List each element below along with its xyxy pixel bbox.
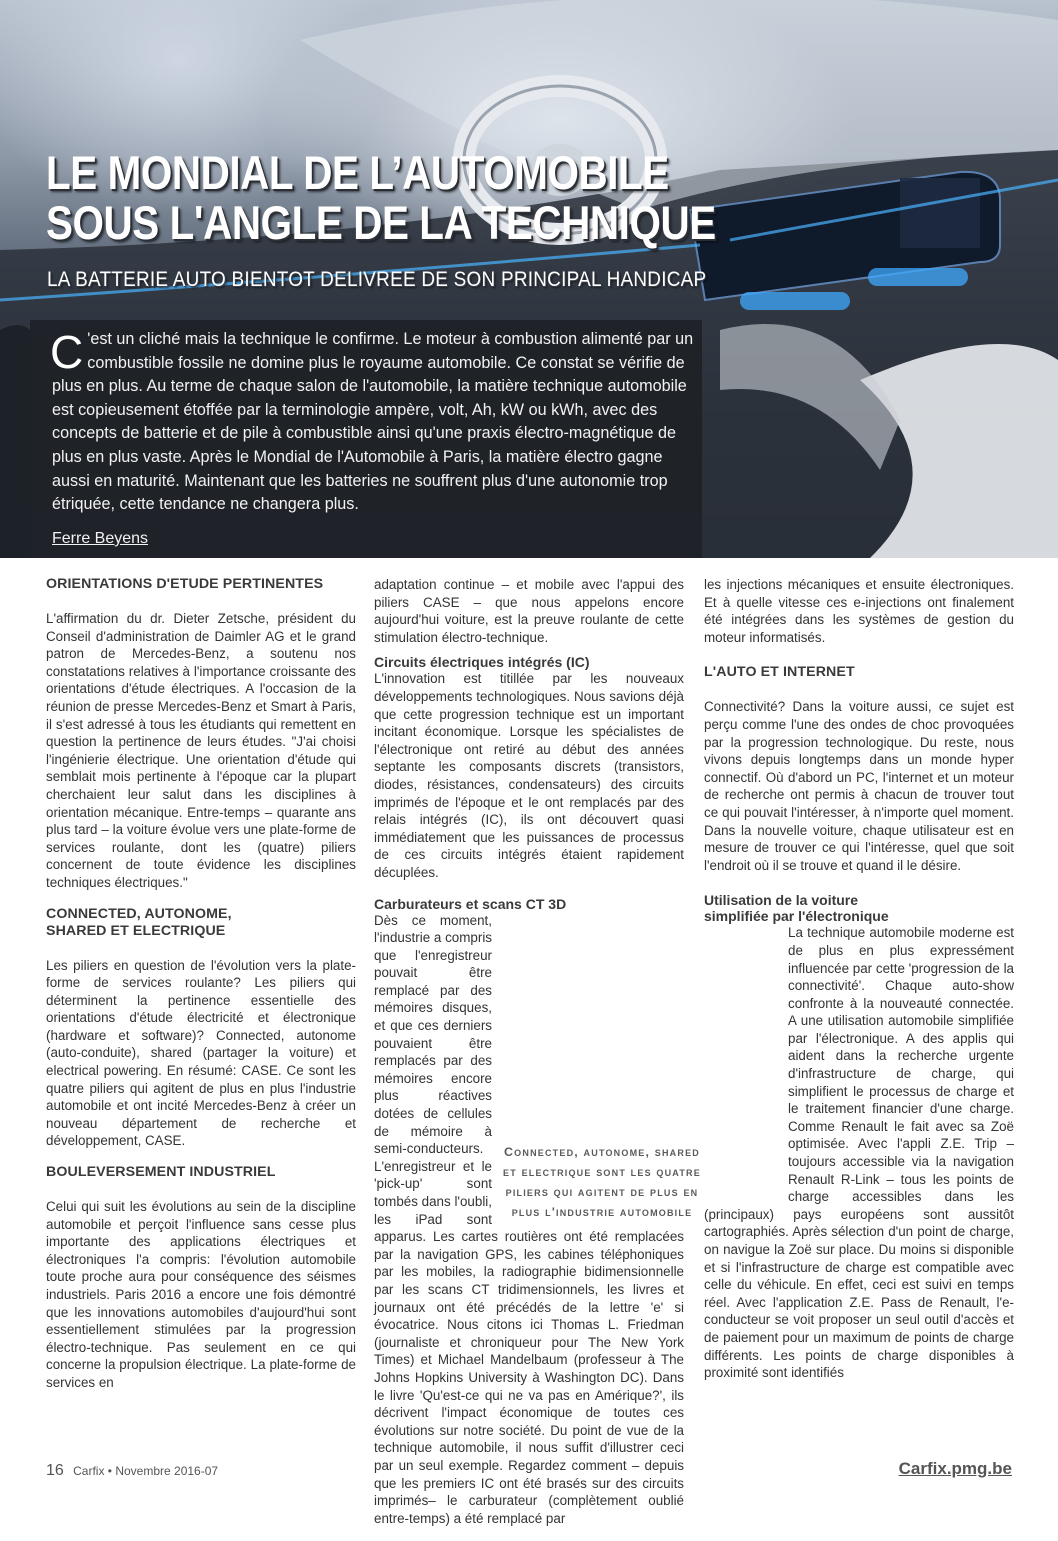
intro-dropcap: C [50,326,84,378]
heading-connected-line1: CONNECTED, AUTONOME, [46,905,232,922]
article-title-line1: LE MONDIAL DE L’AUTOMOBILE [46,146,669,199]
heading-carburateurs: Carburateurs et scans CT 3D [374,895,567,912]
page-number: 16 [46,1462,64,1479]
column-3 [704,576,1014,1396]
paragraph-text: La technique automobile moderne est de plus en plus expressément influencée par cette 'progression de la connectivité'. Chaque auto-show confronte à la nouveauté connectée. A une utilisation automobile simplifiée par l'électronique. A des applis qui aident dans la recherche urgente d'infrastructure de charge, qui simplifient le processus de charge et le traitement financier d'une charge. Comme Renault le fait avec sa Zoë optimisée. Avec l'appli Z.E. Trip – toujours accessible via la navigation Renault R-Link – tous les points de charge accessibles dans les (principaux) pays européens sont aussitôt cartographiés. Après sélection d'un point de charge, on navigue la Zoë sur place. Du moins si disponible et si l'infrastructure de charge est compatible avec celle du véhicule. En effet, ceci est suivi en temps réel. Avec l'application Z.E. Pass de Renault, l'e-conducteur se voit proposer un seul outil d'accès et de paiement pour un maximum de points de charge différents. Les points de charge disponibles à proximité sont identifiés [704,925,1014,1381]
heading-utilisation [704,892,1014,924]
heading-auto-internet: L'AUTO ET INTERNET [704,664,855,681]
paragraph: Celui qui suit les évolutions au sein de la discipline automobile et perçoit l'influence sans cesse plus importante des applications électriques et électroniques l'a compris: l'évolution automobile toute proche aura pour conséquence des séismes industriels. Paris 2016 a encore une fois démontré que les innovations automobiles d'aujourd'hui sont essentiellement stimulées par la progression électro-technique. Pas seulement en ce qui concerne la propulsion électrique. La plate-forme de services en [46,1199,356,1390]
paragraph-text: Dès ce moment, l'industrie a compris que l'enregistreur pouvait être remplacé par des mémoires disques, et que ces derniers pouvaient être remplacés par des mémoires encore plus réactives dotées de cellules de mémoire à semi-conducteurs. L'enregistreur et le 'pick-up' sont tombés dans l'oubli, les iPad sont apparus. Les cartes routières ont été remplacées par la navigation GPS, les cabines téléphoniques par les mobiles, la radiographie bidimensionnelle par les scans CT tridimensionnels, les livres et journaux ont été précédés de la lettre 'e' si évocatrice. Nous citons ici Thomas L. Friedman (journaliste et chroniqueur pour The New York Times) et Michael Mandelbaum (professeur à The Johns Hopkins University à Washington DC). Dans le livre 'Qu'est-ce qui ne va pas en Amérique?', ils décrivent l'impact économique de toutes ces évolutions sur notre société. Du point de vue de la technique automobile, il nous suffit d'illustrer ceci par un seul exemple. Regardez comment – depuis que les premiers IC ont été brasés sur des circuits imprimés– le carburateur (complètement oublié entre-temps) a été remplacé par [374,912,684,1526]
hero-image [0,0,1058,558]
paragraph: les injections mécaniques et ensuite électroniques. Et à quelle vitesse ces e-injections ont finalement été intégrées dans les systèmes de gestion du moteur informatisés. [704,577,1014,645]
article-subtitle: LA BATTERIE AUTO BIENTOT DELIVREE DE SON PRINCIPAL HANDICAP [47,268,707,291]
website-link[interactable]: Carfix.pmg.be [898,1459,1012,1478]
column-1 [46,576,356,1406]
author-link[interactable]: Ferre Beyens [52,530,149,547]
paragraph: adaptation continue – et mobile avec l'appui des piliers CASE – que nous appelons encore aujourd'hui voiture, est la preuve roulante de cette stimulation électro-technique. [374,577,684,645]
intro-text: 'est un cliché mais la technique le confirme. Le moteur à combustion alimenté par un combustible fossile ne domine plus le royaume automobile. Ce constat se vérifie de plus en plus. Au terme de chaque salon de l'automobile, la matière technique automobile est copieusement étoffée par la terminologie ampère, volt, Ah, kW ou kWh, avec des concepts de batterie et de pile à combustible ainsi qu'une praxis électro-magnétique de plus en plus vaste. Après le Mondial de l'Automobile à Paris, la matière électro gagne aussi en maturité. Maintenant que les batteries ne souffrent plus d'une autonomie trop étriquée, cette tendance ne changera plus. [52,330,694,514]
paragraph: L'affirmation du dr. Dieter Zetsche, président du Conseil d'administration de Daimler AG et le grand patron de Mercedes-Benz, a soutenu nos constatations relatives à l'importance croissante des orientations d'étude électriques. A l'occasion de la réunion de presse Mercedes-Benz et Smart à Paris, il s'est adressé à tous les étudiants qui remettent en question la pertinence de leurs études. "J'ai choisi l'ingénierie électrique. Une orientation d'étude qui semblait mois pertinente à l'époque car la plupart cherchaient leur salut dans les disciplines à orientation mécanique. Entre-temps – quarante ans plus tard – la voiture évolue vers une plate-forme de services roulante, dont les (quatre) piliers concernent de toute évidence les disciplines techniques électriques." [46,611,356,890]
heading-bouleversement: BOULEVERSEMENT INDUSTRIEL [46,1164,276,1181]
paragraph [374,912,701,1528]
page-footer-left [46,1462,218,1480]
pull-quote: Connected, autonome, shared et electrique sont les quatre piliers qui agitent de plus en plus l'industrie automobile [503,1144,701,1219]
heading-utilisation-line2: simplifiée par l'électronique [704,908,889,925]
pull-quote-spacer [584,1040,780,1190]
paragraph: Connectivité? Dans la voiture aussi, ce sujet est perçu comme l'une des ondes de choc provoquées par la progression technologique. Du reste, nous vivons depuis longtemps dans un monde hyper connectif. Où d'abord un PC, l'internet et un moteur de recherche ont permis à chacun de trouver tout ce qui pouvait l'intéresser, à n'importe quel moment. Dans la nouvelle voiture, chaque utilisateur est en mesure de trouver ce qui l'intéresse, quel que soit l'endroit où il se trouve et quand il le désire. [704,699,1014,873]
paragraph: L'innovation est titillée par les nouveaux développements technologiques. Nous savions déjà que cette progression technique est un important incitant économique. Lorsque les spécialistes de l'électronique ont retiré au début des années septante les composants discrets (transistors, diodes, résistances, condensateurs) des circuits imprimés de l'époque et le ont remplacés par des relais intégrés (IC), ils ont découvert quasi immédiatement que les puissances de processus de ces circuits intégrés étaient rapidement décuplées. [374,671,684,880]
article-title-line2: SOUS L'ANGLE DE LA TECHNIQUE [46,196,716,249]
heading-utilisation-line1: Utilisation de la voiture [704,892,859,909]
heading-connected [46,906,356,940]
article-title [46,148,716,248]
intro-paragraph [52,328,700,517]
intro-box [30,320,702,558]
magazine-issue: Carfix • Novembre 2016-07 [73,1464,219,1478]
heading-connected-line2: SHARED ET ELECTRIQUE [46,922,226,939]
paragraph [704,924,1014,1381]
heading-orientations: ORIENTATIONS D'ETUDE PERTINENTES [46,576,324,592]
heading-circuits: Circuits électriques intégrés (IC) [374,654,590,671]
paragraph: Les piliers en question de l'évolution vers la plate-forme de services roulante? Les piliers qui déterminent la pertinence essentielle des orientations d'étude électricité et électronique (hardware et software)? Connected, autonome (auto-conduite), shared (partager la voiture) et electrical powering. En résumé: CASE. Ce sont les quatre piliers qui agitent de plus en plus l'industrie automobile et ont incité Mercedes-Benz à créer un nouveau département de recherche et développement, CASE. [46,957,356,1149]
